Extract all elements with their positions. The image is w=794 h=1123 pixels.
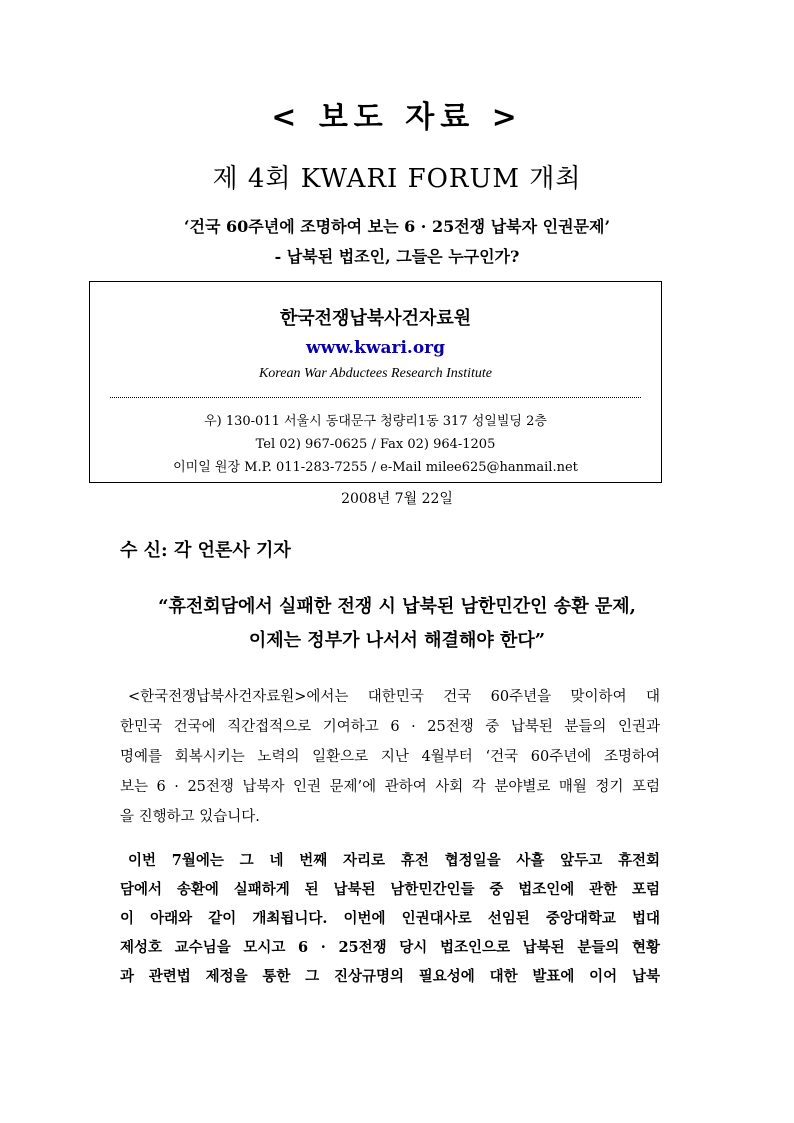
organization-contact-block xyxy=(90,410,661,479)
headline-line-1: “휴전회담에서 실패한 전쟁 시 납북된 남한민간인 송환 문제, xyxy=(158,596,636,617)
forum-topic xyxy=(0,212,794,272)
paragraph-line: 한민국 건국에 직간접적으로 기여하고 6 · 25전쟁 중 납북된 분들의 인권과 xyxy=(120,719,660,735)
organization-website-link[interactable]: www.kwari.org xyxy=(305,338,446,358)
document-title: < 보도 자료 > xyxy=(271,100,523,135)
paragraph-line: 과 관련법 제정을 통한 그 진상규명의 필요성에 대한 발표에 이어 납북 xyxy=(120,968,660,985)
paragraph-line: 을 진행하고 있습니다. xyxy=(120,809,260,825)
topic-line-2: - 납북된 법조인, 그들은 누구인가? xyxy=(274,247,520,266)
forum-subtitle: 제 4회 KWARI FORUM 개최 xyxy=(212,164,582,194)
paragraph-line: 이번 7월에는 그 네 번째 자리로 휴전 협정일을 사흘 앞두고 휴전회 xyxy=(128,852,660,869)
paragraph-line: 담에서 송환에 실패하게 된 납북된 남한민간인들 중 법조인에 관한 포럼 xyxy=(120,881,660,898)
headline-quote xyxy=(0,590,794,658)
paragraph-line: <한국전쟁납북사건자료원>에서는 대한민국 건국 60주년을 맞이하여 대 xyxy=(128,689,660,705)
organization-address: 우) 130-011 서울시 동대문구 청량리1동 317 성일빌딩 2층 xyxy=(204,414,547,429)
paragraph-line: 이 아래와 같이 개최됩니다. 이번에 인권대사로 선임된 중앙대학교 법대 xyxy=(120,910,660,927)
paragraph-line: 제성호 교수님을 모시고 6 · 25전쟁 당시 법조인으로 납북된 분들의 현황 xyxy=(120,939,660,956)
body-paragraph-2 xyxy=(120,846,660,991)
organization-info-box xyxy=(89,281,662,483)
organization-name: 한국전쟁납북사건자료원 xyxy=(279,308,472,329)
organization-phone-fax: Tel 02) 967-0625 / Fax 02) 964-1205 xyxy=(255,437,496,452)
paragraph-line: 명예를 회복시키는 노력의 일환으로 지난 4월부터 ‘건국 60주년에 조명하여 xyxy=(120,749,660,765)
organization-contact-person: 이미일 원장 M.P. 011-283-7255 / e-Mail milee625@hanmail.net xyxy=(173,460,578,475)
organization-english-name: Korean War Abductees Research Institute xyxy=(258,366,493,381)
paragraph-line: 보는 6 · 25전쟁 납북자 인권 문제’에 관하여 사회 각 분야별로 매월 정기 포럼 xyxy=(120,779,660,795)
headline-line-2: 이제는 정부가 나서서 해결해야 한다” xyxy=(248,630,546,651)
release-date: 2008년 7월 22일 xyxy=(341,491,453,507)
body-paragraph-1 xyxy=(120,682,660,832)
topic-line-1: ‘건국 60주년에 조명하여 보는 6 · 25전쟁 납북자 인권문제’ xyxy=(183,217,611,236)
dotted-divider xyxy=(110,397,641,398)
recipient-line: 수 신: 각 언론사 기자 xyxy=(120,540,291,561)
